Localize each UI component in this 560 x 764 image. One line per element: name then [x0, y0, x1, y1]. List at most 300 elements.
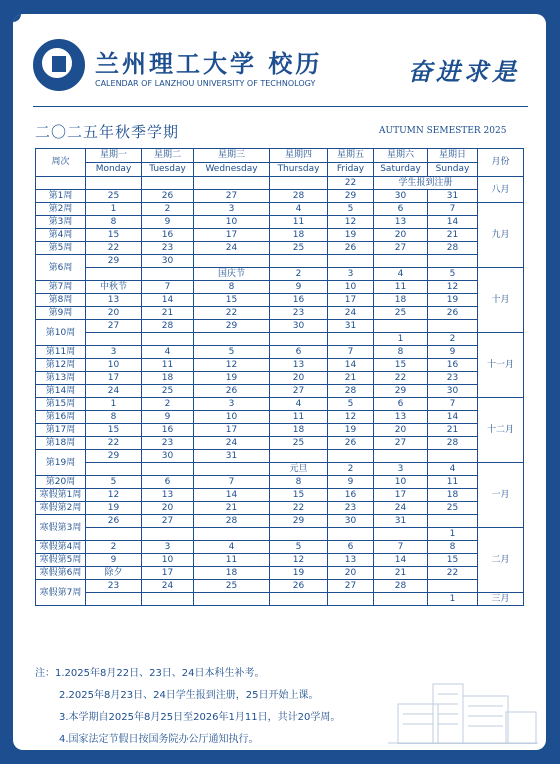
day-cell: [86, 593, 142, 606]
day-cell: 28: [142, 320, 194, 333]
day-cell: 9: [142, 411, 194, 424]
day-cell: 8: [374, 346, 428, 359]
day-cell: [328, 528, 374, 541]
campus-building-illustration: [388, 674, 538, 744]
day-cell: 元旦: [270, 463, 328, 476]
day-cell: 15: [270, 489, 328, 502]
day-cell: 26: [270, 580, 328, 593]
day-cell: 5: [328, 398, 374, 411]
day-cell: [328, 593, 374, 606]
day-cell: [142, 333, 194, 346]
day-cell: 除夕: [86, 567, 142, 580]
calendar-row: [36, 567, 524, 580]
week-label: 寒假第4周: [36, 541, 86, 554]
calendar-row: [36, 320, 524, 333]
day-cell: 13: [374, 411, 428, 424]
day-cell: 16: [328, 489, 374, 502]
day-cell: 4: [142, 346, 194, 359]
calendar-row: [36, 398, 524, 411]
day-cell: 10: [328, 281, 374, 294]
day-cell: 11: [142, 359, 194, 372]
university-motto: 奋进求是: [408, 57, 520, 86]
day-cell: 14: [428, 216, 478, 229]
calendar-row: [36, 281, 524, 294]
day-cell: 1: [374, 333, 428, 346]
day-cell: 2: [142, 203, 194, 216]
day-cell: [374, 528, 428, 541]
day-cell: 17: [328, 294, 374, 307]
day-cell: 21: [428, 424, 478, 437]
header-divider: [33, 106, 528, 107]
day-cell: 28: [194, 515, 270, 528]
week-label: 第10周: [36, 320, 86, 346]
day-cell: 24: [86, 385, 142, 398]
week-label: 寒假第7周: [36, 580, 86, 606]
day-cell: 2: [428, 333, 478, 346]
day-cell: 30: [270, 320, 328, 333]
month-label: 十二月: [478, 398, 524, 463]
day-cell: 12: [270, 554, 328, 567]
day-cell: [374, 450, 428, 463]
day-cell: 31: [328, 320, 374, 333]
day-cell: [374, 320, 428, 333]
day-cell: 9: [428, 346, 478, 359]
day-cell: 6: [142, 476, 194, 489]
day-cell: [270, 593, 328, 606]
header-wednesday-cn: 星期三: [194, 149, 270, 163]
calendar-row: [36, 216, 524, 229]
day-cell: 21: [194, 502, 270, 515]
day-cell: 13: [374, 216, 428, 229]
day-cell: 27: [194, 190, 270, 203]
day-cell: 24: [328, 307, 374, 320]
header-thursday-en: Thursday: [270, 163, 328, 177]
day-cell: 28: [328, 385, 374, 398]
header-monday-en: Monday: [86, 163, 142, 177]
month-label: 九月: [478, 203, 524, 268]
day-cell: 17: [374, 489, 428, 502]
day-cell: 7: [194, 476, 270, 489]
day-cell: 26: [142, 190, 194, 203]
day-cell: 12: [194, 359, 270, 372]
week-label: 第8周: [36, 294, 86, 307]
header-sunday-en: Sunday: [428, 163, 478, 177]
day-cell: 30: [374, 190, 428, 203]
day-cell: 27: [86, 320, 142, 333]
day-cell: 16: [270, 294, 328, 307]
day-cell: 8: [194, 281, 270, 294]
day-cell: 28: [374, 580, 428, 593]
week-label: 寒假第6周: [36, 567, 86, 580]
day-cell: [374, 255, 428, 268]
day-cell: 26: [428, 307, 478, 320]
calendar-title-cn: 兰州理工大学 校历: [95, 49, 323, 78]
day-cell: 9: [142, 216, 194, 229]
day-cell: 6: [270, 346, 328, 359]
day-cell: 4: [270, 203, 328, 216]
day-cell: 14: [328, 359, 374, 372]
day-cell: 25: [270, 242, 328, 255]
day-cell: 3: [328, 268, 374, 281]
day-cell: 25: [374, 307, 428, 320]
day-cell: [270, 177, 328, 190]
day-cell: 30: [142, 450, 194, 463]
day-cell: 28: [270, 190, 328, 203]
day-cell: 3: [194, 398, 270, 411]
day-cell: 2: [328, 463, 374, 476]
day-cell: 21: [142, 307, 194, 320]
day-cell: 30: [328, 515, 374, 528]
day-cell: 22: [428, 567, 478, 580]
day-cell: 5: [428, 268, 478, 281]
calendar-row: [36, 359, 524, 372]
calendar-row: [36, 476, 524, 489]
day-cell: [194, 333, 270, 346]
day-cell: 3: [194, 203, 270, 216]
calendar-row: [36, 333, 524, 346]
day-cell: 20: [328, 567, 374, 580]
day-cell: 国庆节: [194, 268, 270, 281]
day-cell: 28: [428, 242, 478, 255]
month-label: 十月: [478, 268, 524, 333]
note-item: 3.本学期自2025年8月25日至2026年1月11日，共计20学周。: [59, 712, 341, 723]
header-monday-cn: 星期一: [86, 149, 142, 163]
day-cell: 27: [142, 515, 194, 528]
day-cell: 19: [428, 294, 478, 307]
day-cell: 4: [374, 268, 428, 281]
day-cell: 27: [328, 580, 374, 593]
day-cell: 27: [270, 385, 328, 398]
day-cell: 23: [86, 580, 142, 593]
week-label: 第9周: [36, 307, 86, 320]
day-cell: 30: [142, 255, 194, 268]
day-cell: 22: [328, 177, 374, 190]
header-month: 月份: [478, 149, 524, 177]
calendar-row: [36, 203, 524, 216]
day-cell: 23: [142, 437, 194, 450]
day-cell: [270, 528, 328, 541]
day-cell: 14: [374, 554, 428, 567]
week-label: 第18周: [36, 437, 86, 450]
day-cell: 8: [428, 541, 478, 554]
day-cell: 17: [86, 372, 142, 385]
day-cell: 15: [86, 229, 142, 242]
day-cell: 15: [428, 554, 478, 567]
day-cell: 12: [328, 411, 374, 424]
day-cell: 31: [374, 515, 428, 528]
note-item: 注：1.2025年8月22日、23日、24日本科生补考。: [35, 668, 265, 679]
month-label: 十一月: [478, 333, 524, 398]
day-cell: 30: [428, 385, 478, 398]
day-cell: 24: [142, 580, 194, 593]
day-cell: [194, 528, 270, 541]
table-header-row: [36, 149, 524, 163]
semester-title-en: AUTUMN SEMESTER 2025: [379, 126, 507, 136]
note-item: 4.国家法定节假日按国务院办公厅通知执行。: [59, 734, 259, 745]
day-cell: 7: [428, 398, 478, 411]
day-cell: 14: [428, 411, 478, 424]
calendar-row: [36, 372, 524, 385]
day-cell: [328, 255, 374, 268]
week-label: 第19周: [36, 450, 86, 476]
day-cell: 2: [142, 398, 194, 411]
week-label: 寒假第2周: [36, 502, 86, 515]
calendar-row: [36, 502, 524, 515]
month-label: 一月: [478, 463, 524, 528]
week-label: 第15周: [36, 398, 86, 411]
week-label: 第14周: [36, 385, 86, 398]
calendar-row: [36, 307, 524, 320]
day-cell: 12: [86, 489, 142, 502]
day-cell: 20: [374, 229, 428, 242]
day-cell: 11: [428, 476, 478, 489]
week-label: 第11周: [36, 346, 86, 359]
day-cell: [142, 463, 194, 476]
day-cell: 26: [86, 515, 142, 528]
day-cell: 13: [328, 554, 374, 567]
day-cell: 4: [194, 541, 270, 554]
day-cell: 16: [142, 229, 194, 242]
day-cell: [194, 463, 270, 476]
week-label: 寒假第3周: [36, 515, 86, 541]
day-cell: 18: [270, 229, 328, 242]
header-saturday-cn: 星期六: [374, 149, 428, 163]
day-cell: 25: [194, 580, 270, 593]
week-label: 第16周: [36, 411, 86, 424]
day-cell: [86, 528, 142, 541]
calendar-row: [36, 385, 524, 398]
day-cell: [86, 268, 142, 281]
day-cell: 14: [194, 489, 270, 502]
calendar-row: [36, 580, 524, 593]
calendar-title-en: CALENDAR OF LANZHOU UNIVERSITY OF TECHNOLOGY: [95, 79, 316, 88]
day-cell: 7: [374, 541, 428, 554]
day-cell: 23: [142, 242, 194, 255]
day-cell: 13: [142, 489, 194, 502]
header-tuesday-cn: 星期二: [142, 149, 194, 163]
day-cell: 19: [328, 424, 374, 437]
day-cell: 13: [270, 359, 328, 372]
day-cell: 8: [86, 216, 142, 229]
day-cell: 18: [428, 489, 478, 502]
header-thursday-cn: 星期四: [270, 149, 328, 163]
calendar-row: [36, 255, 524, 268]
day-cell: 22: [86, 437, 142, 450]
day-cell: 10: [194, 216, 270, 229]
day-cell: [428, 580, 478, 593]
calendar-row: [36, 541, 524, 554]
day-cell: 24: [194, 242, 270, 255]
day-cell: 29: [328, 190, 374, 203]
day-cell: 10: [194, 411, 270, 424]
semester-title-cn: 二〇二五年秋季学期: [35, 123, 180, 141]
week-label: 第20周: [36, 476, 86, 489]
week-label: 第6周: [36, 255, 86, 281]
day-cell: [328, 450, 374, 463]
calendar-row: [36, 515, 524, 528]
day-cell: 11: [270, 411, 328, 424]
day-cell: 19: [194, 372, 270, 385]
day-cell: 14: [142, 294, 194, 307]
day-cell: 1: [86, 398, 142, 411]
week-label: 寒假第1周: [36, 489, 86, 502]
day-cell: 19: [328, 229, 374, 242]
day-cell: 21: [374, 567, 428, 580]
day-cell: 29: [374, 385, 428, 398]
day-cell: 20: [270, 372, 328, 385]
calendar-row: [36, 177, 524, 190]
day-cell: 15: [374, 359, 428, 372]
day-cell: 25: [86, 190, 142, 203]
day-cell: [142, 593, 194, 606]
day-cell: 10: [142, 554, 194, 567]
seal-building-icon: [52, 56, 66, 72]
day-cell: 22: [374, 372, 428, 385]
day-cell: 23: [270, 307, 328, 320]
calendar-body: [36, 177, 524, 606]
day-cell: 7: [142, 281, 194, 294]
day-cell: 学生报到注册: [374, 177, 478, 190]
day-cell: 31: [194, 450, 270, 463]
calendar-row: [36, 190, 524, 203]
day-cell: 15: [86, 424, 142, 437]
week-label: 第1周: [36, 190, 86, 203]
week-label: 第3周: [36, 216, 86, 229]
week-label: 第4周: [36, 229, 86, 242]
calendar-row: [36, 489, 524, 502]
day-cell: 20: [142, 502, 194, 515]
day-cell: 2: [86, 541, 142, 554]
calendar-row: [36, 450, 524, 463]
week-label: [36, 177, 86, 190]
day-cell: 22: [194, 307, 270, 320]
week-label: 第17周: [36, 424, 86, 437]
day-cell: [194, 593, 270, 606]
week-label: 第7周: [36, 281, 86, 294]
day-cell: 6: [328, 541, 374, 554]
day-cell: 17: [194, 229, 270, 242]
day-cell: 19: [86, 502, 142, 515]
day-cell: 21: [328, 372, 374, 385]
day-cell: 4: [270, 398, 328, 411]
day-cell: 18: [142, 372, 194, 385]
calendar-row: [36, 346, 524, 359]
day-cell: 10: [86, 359, 142, 372]
day-cell: 29: [86, 255, 142, 268]
day-cell: 29: [270, 515, 328, 528]
week-label: 第5周: [36, 242, 86, 255]
day-cell: 22: [86, 242, 142, 255]
calendar-row: [36, 411, 524, 424]
day-cell: 1: [86, 203, 142, 216]
day-cell: 25: [270, 437, 328, 450]
header-tuesday-en: Tuesday: [142, 163, 194, 177]
day-cell: [270, 333, 328, 346]
calendar-row: [36, 424, 524, 437]
table-header-row-en: [36, 163, 524, 177]
day-cell: 27: [374, 242, 428, 255]
day-cell: 23: [328, 502, 374, 515]
day-cell: [86, 333, 142, 346]
day-cell: [328, 333, 374, 346]
day-cell: 9: [86, 554, 142, 567]
day-cell: 17: [194, 424, 270, 437]
day-cell: 21: [428, 229, 478, 242]
day-cell: 11: [374, 281, 428, 294]
header-friday-en: Friday: [328, 163, 374, 177]
day-cell: 16: [142, 424, 194, 437]
day-cell: 8: [270, 476, 328, 489]
day-cell: 8: [86, 411, 142, 424]
day-cell: 1: [428, 528, 478, 541]
day-cell: 3: [86, 346, 142, 359]
day-cell: 5: [86, 476, 142, 489]
calendar-row: [36, 294, 524, 307]
day-cell: [270, 255, 328, 268]
day-cell: [86, 463, 142, 476]
day-cell: 29: [194, 320, 270, 333]
week-label: 第13周: [36, 372, 86, 385]
header-saturday-en: Saturday: [374, 163, 428, 177]
day-cell: [428, 255, 478, 268]
note-item: 2.2025年8月23日、24日学生报到注册，25日开始上课。: [59, 690, 319, 701]
calendar-row: [36, 593, 524, 606]
header-week: 周次: [36, 149, 86, 177]
day-cell: 29: [86, 450, 142, 463]
day-cell: 9: [328, 476, 374, 489]
day-cell: 25: [142, 385, 194, 398]
day-cell: [142, 268, 194, 281]
semester-calendar-table: [35, 148, 524, 606]
header-friday-cn: 星期五: [328, 149, 374, 163]
day-cell: 11: [194, 554, 270, 567]
calendar-row: [36, 528, 524, 541]
day-cell: [142, 528, 194, 541]
day-cell: [86, 177, 142, 190]
day-cell: 22: [270, 502, 328, 515]
day-cell: 31: [428, 190, 478, 203]
day-cell: 5: [194, 346, 270, 359]
month-label: 三月: [478, 593, 524, 606]
day-cell: 26: [328, 242, 374, 255]
day-cell: 15: [194, 294, 270, 307]
day-cell: 6: [374, 398, 428, 411]
month-label: 二月: [478, 528, 524, 593]
day-cell: 27: [374, 437, 428, 450]
day-cell: 1: [428, 593, 478, 606]
calendar-header: [13, 14, 546, 110]
day-cell: 19: [270, 567, 328, 580]
day-cell: 16: [428, 359, 478, 372]
day-cell: 7: [328, 346, 374, 359]
day-cell: 20: [86, 307, 142, 320]
calendar-row: [36, 242, 524, 255]
week-label: 第2周: [36, 203, 86, 216]
day-cell: 18: [194, 567, 270, 580]
day-cell: 18: [270, 424, 328, 437]
day-cell: 4: [428, 463, 478, 476]
day-cell: 24: [374, 502, 428, 515]
day-cell: 25: [428, 502, 478, 515]
day-cell: 26: [194, 385, 270, 398]
university-seal-logo: [33, 39, 85, 91]
header-wednesday-en: Wednesday: [194, 163, 270, 177]
day-cell: 3: [142, 541, 194, 554]
day-cell: 5: [270, 541, 328, 554]
day-cell: 10: [374, 476, 428, 489]
day-cell: 3: [374, 463, 428, 476]
day-cell: 23: [428, 372, 478, 385]
